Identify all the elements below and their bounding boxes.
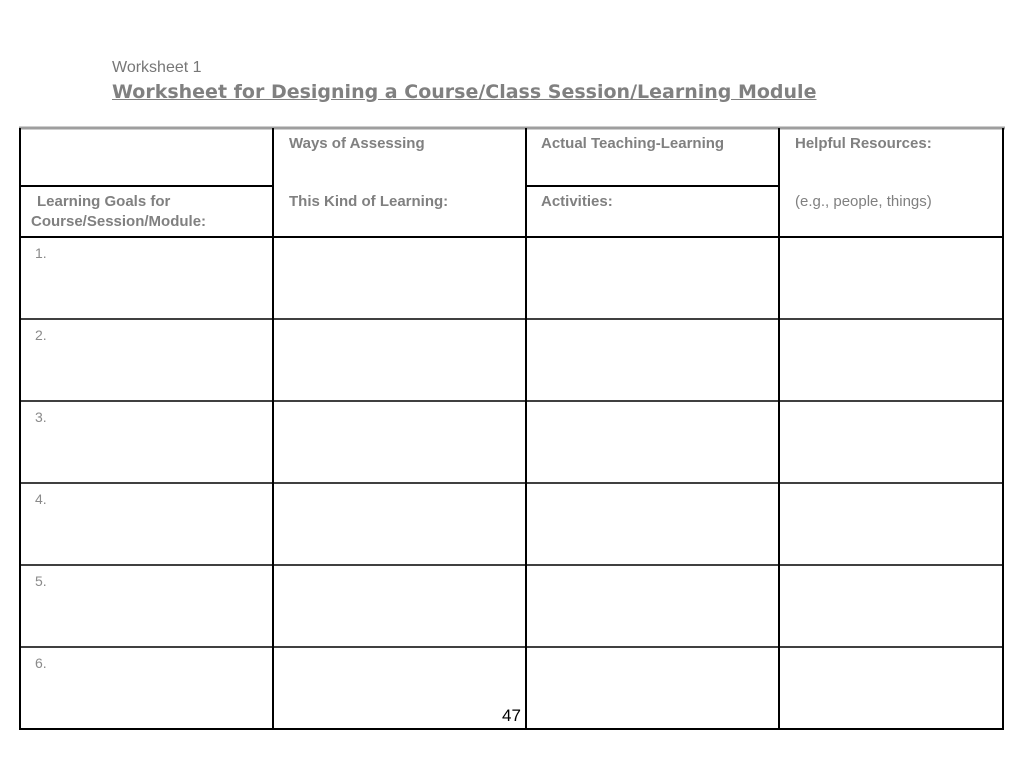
row-number-2: 2.	[35, 327, 47, 343]
header-col2-bottom: This Kind of Learning:	[289, 193, 449, 210]
header-col1-line1: Learning Goals for	[37, 193, 171, 210]
header-col4-bottom: (e.g., people, things)	[795, 193, 932, 210]
row-number-5: 5.	[35, 573, 47, 589]
row-number-1: 1.	[35, 245, 47, 261]
row-number-6: 6.	[35, 655, 47, 671]
row-number-4: 4.	[35, 491, 47, 507]
header-col3-bottom: Activities:	[541, 193, 613, 210]
header-col1-line2: Course/Session/Module:	[31, 213, 207, 230]
worksheet-subtitle: Worksheet 1	[112, 59, 202, 76]
header-col3-top: Actual Teaching-Learning	[541, 135, 725, 152]
header-col2-top: Ways of Assessing	[289, 135, 425, 152]
row-number-3: 3.	[35, 409, 47, 425]
page-number: 47	[502, 706, 521, 725]
worksheet-title: Worksheet for Designing a Course/Class Session/Learning Module	[112, 81, 817, 103]
header-col4-top: Helpful Resources:	[795, 135, 932, 152]
